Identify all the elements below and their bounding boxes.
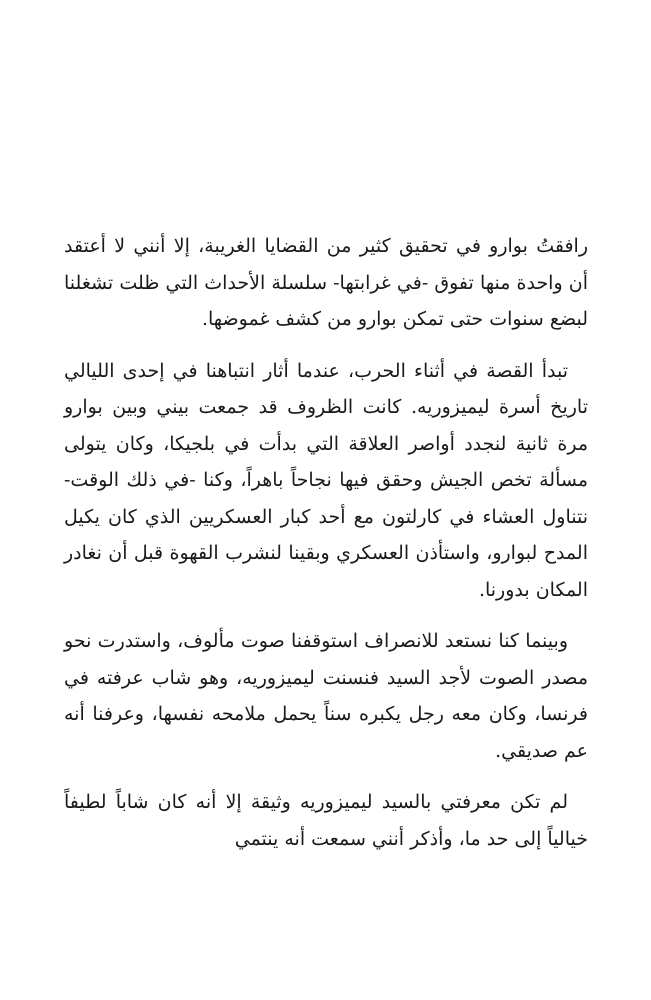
- paragraph: تبدأ القصة في أثناء الحرب، عندما أثار انتباهنا في إحدى الليالي تاريخ أسرة ليميزوريه. كانت الظروف قد جمعت بيني وبين بوارو مرة ثانية لنجدد أواصر العلاقة التي بدأت في بلجيكا، وكان يتولى مسألة تخص الجيش وحقق فيها نجاحاً باهراً، وكنا -في ذلك الوقت- نتناول العشاء في كارلتون مع أحد كبار العسكريين الذي كان يكيل المدح لبوارو، واستأذن العسكري وبقينا لنشرب القهوة قبل أن نغادر المكان بدورنا.: [64, 359, 588, 601]
- paragraph: لم تكن معرفتي بالسيد ليميزوريه وثيقة إلا أنه كان شاباً لطيفاً خيالياً إلى حد ما، وأذكر أنني سمعت أنه ينتمي: [64, 791, 588, 850]
- paragraph: رافقتُ بوارو في تحقيق كثير من القضايا الغريبة، إلا أنني لا أعتقد أن واحدة منها تفوق -في غرابتها- سلسلة الأحداث التي ظلت تشغلنا لبضع سنوات حتى تمكن بوارو من كشف غموضها.: [64, 235, 588, 330]
- body-text: [64, 228, 588, 872]
- paragraph: وبينما كنا نستعد للانصراف استوقفنا صوت مألوف، واستدرت نحو مصدر الصوت لأجد السيد فنسنت ليميزوريه، وهو شاب عرفته في فرنسا، وكان معه رجل يكبره سناً يحمل ملامحه نفسها، وعرفنا أنه عم صديقي.: [64, 630, 588, 762]
